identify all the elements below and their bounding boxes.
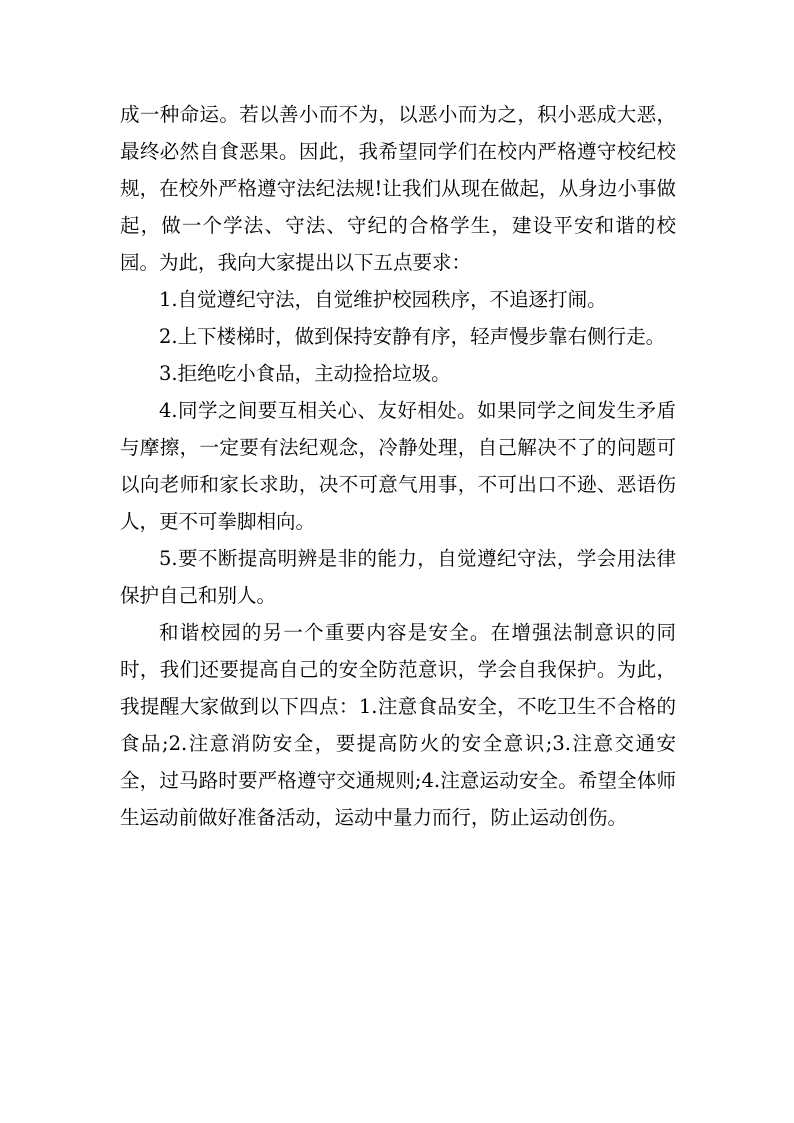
- paragraph-requirement-3: 3.拒绝吃小食品，主动捡拾垃圾。: [159, 362, 451, 385]
- document-page: [120, 96, 676, 836]
- paragraph-requirement-2: 2.上下楼梯时，做到保持安静有序，轻声慢步靠右侧行走。: [159, 325, 666, 348]
- paragraph-intro: 成一种命运。若以善小而不为，以恶小而为之，积小恶成大恶，最终必然自食恶果。因此，我希望同学们在校内严格遵守校纪校规，在校外严格遵守法纪法规!让我们从现在做起，从身边小事做起，做一个学法、守法、守纪的合格学生，建设平安和谐的校园。为此，我向大家提出以下五点要求：: [120, 103, 676, 274]
- paragraph-requirement-5: 5.要不断提高明辨是非的能力，自觉遵纪守法，学会用法律保护自己和别人。: [120, 547, 676, 607]
- paragraph-requirement-4: 4.同学之间要互相关心、友好相处。如果同学之间发生矛盾与摩擦，一定要有法纪观念，冷静处理，自己解决不了的问题可以向老师和家长求助，决不可意气用事，不可出口不逊、恶语伤人，更不可拳脚相向。: [120, 399, 676, 533]
- paragraph-safety: 和谐校园的另一个重要内容是安全。在增强法制意识的同时，我们还要提高自己的安全防范意识，学会自我保护。为此，我提醒大家做到以下四点：1.注意食品安全，不吃卫生不合格的食品;2.注意消防安全，要提高防火的安全意识;3.注意交通安全，过马路时要严格遵守交通规则;4.注意运动安全。希望全体师生运动前做好准备活动，运动中量力而行，防止运动创伤。: [120, 621, 676, 829]
- paragraph-requirement-1: 1.自觉遵纪守法，自觉维护校园秩序，不追逐打闹。: [159, 288, 607, 311]
